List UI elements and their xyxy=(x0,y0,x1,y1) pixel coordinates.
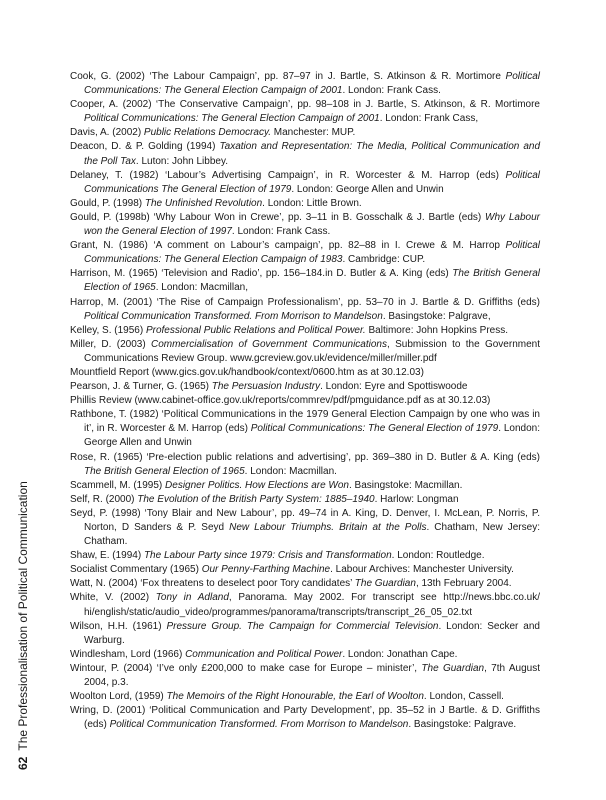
reference-title: Commercialisation of Government Communications xyxy=(150,338,387,350)
reference-text: Scammell, M. (1995) xyxy=(70,479,166,491)
reference-entry xyxy=(70,140,540,168)
reference-publisher: , Panorama. May 2002. For transcript see http://news.bbc.co.uk/ hi/english/static/audio_video/programmes/panorama/transcripts/transcript_26_05_02.txt xyxy=(84,592,540,618)
running-header xyxy=(12,480,34,770)
page-number: 62 xyxy=(16,756,30,770)
reference-text: Cooper, A. (2002) ‘The Conservative Campaign’, pp. 98–108 in J. Bartle, S. Atkinson, & R. Mortimore xyxy=(70,99,540,111)
reference-title: Political Communications: The General Election Campaign of 2001 xyxy=(84,71,540,97)
reference-publisher: . Harlow: Longman xyxy=(374,493,459,505)
reference-title: The British General Election of 1965 xyxy=(84,268,540,294)
reference-entry xyxy=(70,98,540,126)
reference-title: Taxation and Representation: The Media, Political Communication and the Poll Tax xyxy=(84,141,540,167)
reference-title: Our Penny-Farthing Machine xyxy=(201,564,331,576)
running-title: The Professionalisation of Political Communication xyxy=(16,481,30,751)
reference-publisher: . London, Cassell. xyxy=(423,691,504,703)
reference-text: Gould, P. (1998b) ‘Why Labour Won in Crewe’, pp. 3–11 in B. Gosschalk & J. Bartle (eds) xyxy=(70,211,486,223)
reference-publisher: . Labour Archives: Manchester University. xyxy=(330,564,514,576)
reference-entry xyxy=(70,662,540,690)
reference-text: Mountfield Report (www.gics.gov.uk/handbook/context/0600.htm as at 30.12.03) xyxy=(70,366,424,378)
reference-text: Kelley, S. (1956) xyxy=(70,324,146,336)
reference-entry xyxy=(70,197,540,211)
reference-publisher: , 7th August 2004, p.3. xyxy=(84,662,540,689)
reference-text: Gould, P. (1998) xyxy=(70,197,145,209)
reference-entry xyxy=(70,577,540,591)
reference-publisher: . London: Frank Cass. xyxy=(231,226,331,238)
reference-publisher: , Submission to the Government Communications Review Group. www.gcreview.gov.uk/evidence/miller/miller.pdf xyxy=(84,338,540,364)
reference-text: Self, R. (2000) xyxy=(70,493,138,505)
reference-title: The Persuasion Industry xyxy=(211,381,321,393)
reference-text: Rathbone, T. (1982) ‘Political Communications in the 1979 General Election Campaign by one who was in it’, in R. Worcester & M. Harrop (eds) xyxy=(70,409,540,435)
reference-entry xyxy=(70,169,540,197)
reference-title: Tony in Adland xyxy=(155,592,229,604)
reference-entry xyxy=(70,704,540,732)
reference-entry xyxy=(70,563,540,577)
reference-entry xyxy=(70,324,540,338)
reference-publisher: . London: Macmillan. xyxy=(244,465,337,477)
reference-text: White, V. (2002) xyxy=(70,592,156,604)
reference-publisher: . Basingstoke: Palgrave. xyxy=(408,719,517,731)
reference-entry xyxy=(70,451,540,479)
reference-text: Wintour, P. (2004) ‘I’ve only £200,000 to make case for Europe – minister’, xyxy=(70,662,422,674)
reference-publisher: . London: George Allen and Unwin xyxy=(291,183,444,195)
reference-text: Grant, N. (1986) ‘A comment on Labour’s campaign’, pp. 82–88 in I. Crewe & M. Harrop xyxy=(70,240,506,252)
reference-text: Delaney, T. (1982) ‘Labour’s Advertising Campaign’, in R. Worcester & M. Harrop (eds) xyxy=(70,169,506,181)
reference-publisher: . London: Jonathan Cape. xyxy=(342,648,458,660)
reference-publisher: , 13th February 2004. xyxy=(415,578,512,590)
reference-title: Political Communication Transformed. From Morrison to Mandelson xyxy=(84,310,383,322)
reference-publisher: . London: Macmillan, xyxy=(155,282,248,294)
reference-entry xyxy=(70,620,540,648)
reference-publisher: . Basingstoke: Palgrave, xyxy=(382,310,491,322)
reference-text: Wring, D. (2001) ‘Political Communication and Party Development’, pp. 35–52 in J Bartle. & D. Griffiths (eds) xyxy=(70,705,540,731)
reference-title: Political Communications: The General Election Campaign of 1983 xyxy=(84,240,540,266)
reference-text: Cook, G. (2002) ‘The Labour Campaign’, pp. 87–97 in J. Bartle, S. Atkinson & R. Mortimore xyxy=(70,71,506,82)
reference-publisher: . London: George Allen and Unwin xyxy=(84,423,540,449)
reference-title: Political Communications: The General Election Campaign of 2001 xyxy=(84,113,380,125)
reference-title: The British General Election of 1965 xyxy=(84,465,245,477)
reference-publisher: . London: Frank Cass. xyxy=(342,85,441,97)
reference-text: Watt, N. (2004) ‘Fox threatens to deselect poor Tory candidates’ xyxy=(70,578,355,590)
reference-entry xyxy=(70,70,540,98)
reference-publisher: . London: Little Brown. xyxy=(262,197,362,209)
reference-entry xyxy=(70,239,540,267)
reference-entry xyxy=(70,549,540,563)
reference-entry xyxy=(70,267,540,295)
reference-title: Political Communication Transformed. From Morrison to Mandelson xyxy=(109,719,409,731)
reference-text: Seyd, P. (1998) ‘Tony Blair and New Labour’, pp. 49–74 in A. King, D. Denver, I. McLean, P. Norris, P. Norton, D Sanders & P. Seyd xyxy=(70,507,540,533)
reference-text: Shaw, E. (1994) xyxy=(70,550,144,562)
reference-text: Miller, D. (2003) xyxy=(70,338,151,350)
reference-publisher: . Luton: John Libbey. xyxy=(135,155,228,167)
reference-title: Professional Public Relations and Political Power. xyxy=(145,324,366,336)
reference-publisher: . London: Eyre and Spottiswoode xyxy=(320,381,468,393)
reference-publisher: . Basingstoke: Macmillan. xyxy=(349,479,463,491)
reference-publisher: . London: Secker and Warburg. xyxy=(84,620,540,646)
reference-title: Why Labour won the General Election of 1997 xyxy=(84,211,540,238)
reference-entry xyxy=(70,690,540,704)
reference-title: The Unfinished Revolution xyxy=(144,197,263,209)
reference-entry xyxy=(70,394,540,408)
reference-publisher: . Chatham, New Jersey: Chatham. xyxy=(84,522,540,548)
reference-entry xyxy=(70,211,540,239)
reference-list xyxy=(70,70,540,732)
reference-entry xyxy=(70,126,540,140)
reference-entry xyxy=(70,493,540,507)
reference-text: Phillis Review (www.cabinet-office.gov.uk/reports/commrev/pdf/pmguidance.pdf as at 30.12.03) xyxy=(70,395,491,407)
reference-entry xyxy=(70,338,540,366)
reference-text: Rose, R. (1965) ‘Pre-election public relations and advertising’, pp. 369–380 in D. Butler & A. King (eds) xyxy=(70,451,540,463)
reference-entry xyxy=(70,296,540,324)
reference-text: Pearson, J. & Turner, G. (1965) xyxy=(70,381,212,393)
reference-title: Designer Politics. How Elections are Won xyxy=(165,479,349,491)
reference-entry xyxy=(70,366,540,380)
reference-publisher: . Cambridge: CUP. xyxy=(342,254,426,266)
reference-publisher: . London: Frank Cass, xyxy=(379,113,479,125)
reference-title: Political Communications The General Election of 1979 xyxy=(84,169,540,195)
reference-entry xyxy=(70,507,540,549)
reference-text: Socialist Commentary (1965) xyxy=(70,564,202,576)
reference-entry xyxy=(70,380,540,394)
reference-title: The Memoirs of the Right Honourable, the Earl of Woolton xyxy=(166,691,424,703)
reference-text: Harrop, M. (2001) ‘The Rise of Campaign Professionalism’, pp. 53–70 in J. Bartle & D. Griffiths (eds) xyxy=(70,296,540,308)
reference-title: The Guardian xyxy=(354,578,416,590)
reference-entry xyxy=(70,648,540,662)
reference-text: Wilson, H.H. (1961) xyxy=(70,620,167,632)
reference-text: Harrison, M. (1965) ‘Television and Radio’, pp. 156–184.in D. Butler & A. King (eds) xyxy=(70,268,453,280)
reference-text: Deacon, D. & P. Golding (1994) xyxy=(70,141,220,153)
reference-publisher: . London: Routledge. xyxy=(391,550,485,562)
reference-title: The Labour Party since 1979: Crisis and Transformation xyxy=(143,550,392,562)
reference-text: Davis, A. (2002) xyxy=(70,127,144,139)
reference-entry xyxy=(70,591,540,619)
reference-publisher: Manchester: MUP. xyxy=(271,127,356,139)
reference-title: The Evolution of the British Party System: 1885–1940 xyxy=(137,493,375,505)
reference-text: Windlesham, Lord (1966) xyxy=(70,648,186,660)
reference-title: The Guardian xyxy=(421,662,485,674)
reference-title: Pressure Group. The Campaign for Commercial Television xyxy=(166,620,439,632)
reference-title: Communication and Political Power xyxy=(185,648,343,660)
reference-entry xyxy=(70,408,540,450)
reference-text: Woolton Lord, (1959) xyxy=(70,691,167,703)
reference-title: Public Relations Democracy. xyxy=(143,127,272,139)
reference-entry xyxy=(70,479,540,493)
reference-title: Political Communications: The General Election of 1979 xyxy=(250,423,499,435)
reference-title: New Labour Triumphs. Britain at the Polls xyxy=(229,522,427,533)
reference-publisher: Baltimore: John Hopkins Press. xyxy=(365,324,508,336)
